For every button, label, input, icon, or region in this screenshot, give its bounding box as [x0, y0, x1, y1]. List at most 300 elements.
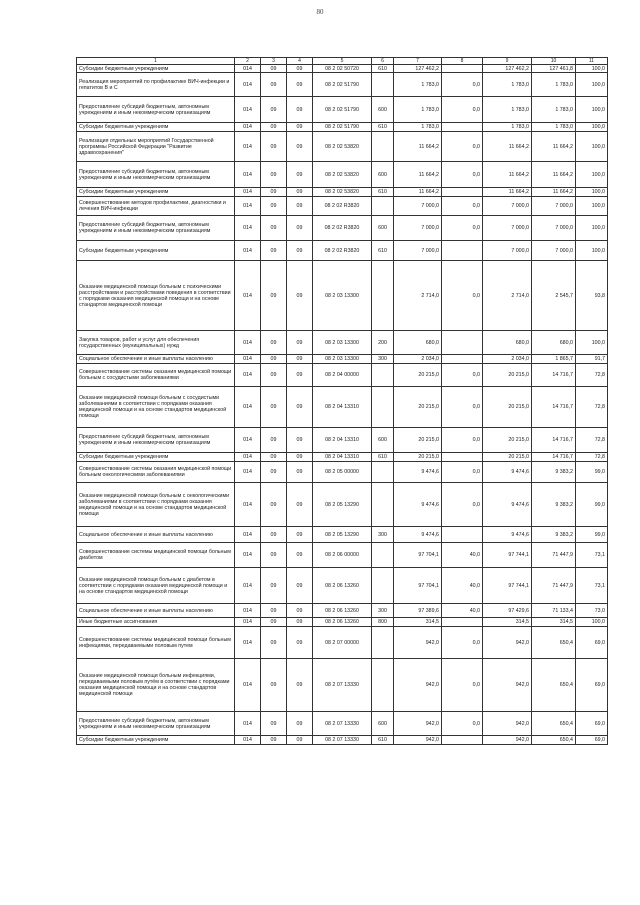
col-approved: 680,0: [394, 331, 442, 355]
col-section: 09: [261, 97, 287, 123]
col-section: 09: [261, 197, 287, 216]
col-executed: 71 447,9: [532, 568, 576, 604]
col-executed: 1 783,0: [532, 73, 576, 97]
table-row: [77, 483, 608, 527]
col-expense-type: 600: [372, 428, 394, 453]
col-percent: 73,1: [576, 543, 608, 568]
col-executed: 7 000,0: [532, 216, 576, 241]
table-row: [77, 97, 608, 123]
col-executed: 9 383,2: [532, 527, 576, 543]
col-revised: 942,0: [483, 627, 532, 659]
col-revised: 20 215,0: [483, 453, 532, 462]
col-percent: 100,0: [576, 618, 608, 627]
table-row: [77, 188, 608, 197]
col-revised: 11 664,2: [483, 188, 532, 197]
col-approved: 1 783,0: [394, 97, 442, 123]
col-section: 09: [261, 331, 287, 355]
col-section: 09: [261, 462, 287, 483]
table-row: [77, 73, 608, 97]
header-cell: 10: [532, 58, 576, 65]
row-name: Реализация отдельных мероприятий Государственной программы Российской Федерации "Развитие здравоохранения": [77, 132, 235, 162]
col-approved: 1 783,0: [394, 73, 442, 97]
col-section: 09: [261, 712, 287, 736]
col-percent: 100,0: [576, 65, 608, 73]
col-target-code: 08 2 04 13310: [313, 453, 372, 462]
col-change: [442, 188, 483, 197]
col-percent: 100,0: [576, 162, 608, 188]
col-subsection: 09: [287, 132, 313, 162]
col-section: 09: [261, 132, 287, 162]
table-row: [77, 618, 608, 627]
header-cell: 4: [287, 58, 313, 65]
col-percent: 99,0: [576, 527, 608, 543]
row-name: Предоставление субсидий бюджетным, автономным учреждениям и иным некоммерческим организациям: [77, 97, 235, 123]
col-ministry: 014: [235, 453, 261, 462]
col-subsection: 09: [287, 241, 313, 261]
col-section: 09: [261, 618, 287, 627]
col-expense-type: 610: [372, 453, 394, 462]
col-executed: 650,4: [532, 736, 576, 745]
col-executed: 1 865,7: [532, 355, 576, 364]
col-change: [442, 618, 483, 627]
table-row: [77, 428, 608, 453]
row-name: Оказание медицинской помощи больным с психическими расстройствами и расстройствами поведения в соответствии с порядками оказания медицинской помощи и на основе стандартов медицинской помощи: [77, 261, 235, 331]
row-name: Субсидии бюджетным учреждениям: [77, 736, 235, 745]
table-row: [77, 627, 608, 659]
row-name: Совершенствование системы оказания медицинской помощи больным с сосудистыми заболеваниями: [77, 364, 235, 387]
col-expense-type: [372, 197, 394, 216]
col-target-code: 08 2 02 51790: [313, 97, 372, 123]
col-change: 0,0: [442, 216, 483, 241]
col-ministry: 014: [235, 197, 261, 216]
col-percent: 100,0: [576, 216, 608, 241]
col-executed: 9 383,2: [532, 483, 576, 527]
row-name: Субсидии бюджетным учреждениям: [77, 123, 235, 132]
page-number: 80: [316, 8, 324, 16]
col-target-code: 08 2 07 00000: [313, 627, 372, 659]
col-percent: 100,0: [576, 197, 608, 216]
col-ministry: 014: [235, 331, 261, 355]
col-revised: 942,0: [483, 659, 532, 712]
col-section: 09: [261, 65, 287, 73]
col-approved: 97 389,6: [394, 604, 442, 618]
col-ministry: 014: [235, 162, 261, 188]
col-revised: 942,0: [483, 736, 532, 745]
col-subsection: 09: [287, 462, 313, 483]
col-subsection: 09: [287, 162, 313, 188]
col-expense-type: 300: [372, 604, 394, 618]
col-section: 09: [261, 216, 287, 241]
col-ministry: 014: [235, 73, 261, 97]
table-row: [77, 241, 608, 261]
col-change: 0,0: [442, 132, 483, 162]
col-approved: 7 000,0: [394, 216, 442, 241]
col-subsection: 09: [287, 331, 313, 355]
col-approved: 942,0: [394, 712, 442, 736]
col-ministry: 014: [235, 65, 261, 73]
col-section: 09: [261, 543, 287, 568]
col-approved: 2 714,0: [394, 261, 442, 331]
col-percent: 100,0: [576, 331, 608, 355]
col-revised: 97 744,1: [483, 543, 532, 568]
table-row: [77, 123, 608, 132]
table-row: [77, 387, 608, 428]
col-approved: 7 000,0: [394, 197, 442, 216]
col-ministry: 014: [235, 355, 261, 364]
col-change: 40,0: [442, 543, 483, 568]
col-approved: 314,5: [394, 618, 442, 627]
row-name: Оказание медицинской помощи больным инфекциями, передаваемыми половым путём в соответствии с порядками оказания медицинской помощи и на основе стандартов медицинской помощи: [77, 659, 235, 712]
col-ministry: 014: [235, 568, 261, 604]
col-revised: 9 474,6: [483, 527, 532, 543]
header-cell: 3: [261, 58, 287, 65]
col-change: 0,0: [442, 659, 483, 712]
col-target-code: 08 2 02 R3820: [313, 216, 372, 241]
row-name: Реализация мероприятий по профилактике ВИЧ-инфекции и гепатитов В и С: [77, 73, 235, 97]
table-row: [77, 65, 608, 73]
col-revised: 942,0: [483, 712, 532, 736]
col-percent: 100,0: [576, 123, 608, 132]
col-ministry: 014: [235, 261, 261, 331]
row-name: Совершенствование методов профилактики, диагностики и лечения ВИЧ-инфекции: [77, 197, 235, 216]
col-change: [442, 736, 483, 745]
col-executed: 127 461,8: [532, 65, 576, 73]
row-name: Социальное обеспечение и иные выплаты населению: [77, 604, 235, 618]
col-ministry: 014: [235, 543, 261, 568]
col-percent: 99,0: [576, 483, 608, 527]
col-change: 0,0: [442, 364, 483, 387]
col-percent: 69,0: [576, 659, 608, 712]
col-approved: 1 783,0: [394, 123, 442, 132]
row-name: Оказание медицинской помощи больным с онкологическими заболеваниями в соответствии с порядками оказания медицинской помощи и на основе стандартов медицинской помощи: [77, 483, 235, 527]
col-expense-type: [372, 364, 394, 387]
col-ministry: 014: [235, 364, 261, 387]
col-approved: 20 215,0: [394, 453, 442, 462]
col-expense-type: 600: [372, 162, 394, 188]
col-target-code: 08 2 03 13300: [313, 355, 372, 364]
col-section: 09: [261, 261, 287, 331]
col-approved: 20 215,0: [394, 364, 442, 387]
col-executed: 650,4: [532, 627, 576, 659]
col-target-code: 08 2 02 R3820: [313, 197, 372, 216]
table-header-row: [77, 58, 608, 65]
col-ministry: 014: [235, 428, 261, 453]
col-executed: 680,0: [532, 331, 576, 355]
col-ministry: 014: [235, 659, 261, 712]
col-change: 0,0: [442, 627, 483, 659]
header-cell: 6: [372, 58, 394, 65]
col-executed: 650,4: [532, 659, 576, 712]
col-percent: 100,0: [576, 188, 608, 197]
col-target-code: 08 2 06 13260: [313, 604, 372, 618]
col-expense-type: 610: [372, 123, 394, 132]
row-name: Субсидии бюджетным учреждениям: [77, 65, 235, 73]
row-name: Предоставление субсидий бюджетным, автономным учреждениям и иным некоммерческим организациям: [77, 712, 235, 736]
header-cell: 9: [483, 58, 532, 65]
col-target-code: 08 2 02 51790: [313, 123, 372, 132]
row-name: Предоставление субсидий бюджетным, автономным учреждениям и иным некоммерческим организациям: [77, 162, 235, 188]
col-percent: 69,0: [576, 627, 608, 659]
col-executed: 14 716,7: [532, 453, 576, 462]
col-approved: 97 704,1: [394, 543, 442, 568]
col-target-code: 08 2 04 13310: [313, 387, 372, 428]
col-section: 09: [261, 162, 287, 188]
col-expense-type: 800: [372, 618, 394, 627]
col-executed: 7 000,0: [532, 241, 576, 261]
col-change: [442, 355, 483, 364]
col-target-code: 08 2 02 R3820: [313, 241, 372, 261]
col-ministry: 014: [235, 604, 261, 618]
col-revised: 2 714,0: [483, 261, 532, 331]
col-change: 0,0: [442, 97, 483, 123]
col-executed: 314,5: [532, 618, 576, 627]
col-subsection: 09: [287, 453, 313, 462]
col-revised: 9 474,6: [483, 483, 532, 527]
table-row: [77, 453, 608, 462]
table-row: [77, 604, 608, 618]
col-percent: 100,0: [576, 73, 608, 97]
col-expense-type: [372, 261, 394, 331]
row-name: Субсидии бюджетным учреждениям: [77, 188, 235, 197]
col-percent: 72,8: [576, 453, 608, 462]
col-section: 09: [261, 453, 287, 462]
col-target-code: 08 2 05 00000: [313, 462, 372, 483]
col-ministry: 014: [235, 241, 261, 261]
col-subsection: 09: [287, 97, 313, 123]
col-revised: 11 664,2: [483, 162, 532, 188]
col-expense-type: [372, 462, 394, 483]
col-ministry: 014: [235, 462, 261, 483]
table-row: [77, 132, 608, 162]
col-target-code: 08 2 07 13330: [313, 736, 372, 745]
col-revised: 7 000,0: [483, 197, 532, 216]
col-revised: 2 034,0: [483, 355, 532, 364]
row-name: Предоставление субсидий бюджетным, автономным учреждениям и иным некоммерческим организациям: [77, 216, 235, 241]
col-change: [442, 65, 483, 73]
col-change: 0,0: [442, 712, 483, 736]
col-revised: 9 474,6: [483, 462, 532, 483]
table-row: [77, 736, 608, 745]
col-target-code: 08 2 02 53820: [313, 162, 372, 188]
col-revised: 97 429,6: [483, 604, 532, 618]
col-approved: 9 474,6: [394, 462, 442, 483]
col-approved: 2 034,0: [394, 355, 442, 364]
row-name: Социальное обеспечение и иные выплаты населению: [77, 527, 235, 543]
col-executed: 11 664,2: [532, 162, 576, 188]
col-executed: 14 716,7: [532, 428, 576, 453]
col-ministry: 014: [235, 216, 261, 241]
col-approved: 942,0: [394, 659, 442, 712]
col-revised: 1 783,0: [483, 123, 532, 132]
table-row: [77, 364, 608, 387]
col-subsection: 09: [287, 543, 313, 568]
col-percent: 100,0: [576, 132, 608, 162]
col-target-code: 08 2 06 13260: [313, 618, 372, 627]
col-expense-type: [372, 568, 394, 604]
row-name: Совершенствование системы оказания медицинской помощи больным онкологическими заболеваниями: [77, 462, 235, 483]
col-target-code: 08 2 03 13300: [313, 331, 372, 355]
col-subsection: 09: [287, 188, 313, 197]
col-approved: 7 000,0: [394, 241, 442, 261]
col-executed: 7 000,0: [532, 197, 576, 216]
row-name: Иные бюджетные ассигнования: [77, 618, 235, 627]
header-cell: 8: [442, 58, 483, 65]
col-ministry: 014: [235, 618, 261, 627]
row-name: Оказание медицинской помощи больным с диабетом в соответствии с порядками оказания медицинской помощи и на основе стандартов медицинской помощи: [77, 568, 235, 604]
col-revised: 97 744,1: [483, 568, 532, 604]
col-subsection: 09: [287, 355, 313, 364]
col-target-code: 08 2 06 13260: [313, 568, 372, 604]
col-subsection: 09: [287, 659, 313, 712]
table-row: [77, 261, 608, 331]
col-subsection: 09: [287, 736, 313, 745]
col-section: 09: [261, 73, 287, 97]
col-subsection: 09: [287, 627, 313, 659]
table-row: [77, 712, 608, 736]
col-subsection: 09: [287, 123, 313, 132]
table-row: [77, 462, 608, 483]
col-revised: 314,5: [483, 618, 532, 627]
col-subsection: 09: [287, 387, 313, 428]
col-expense-type: [372, 73, 394, 97]
col-approved: 20 215,0: [394, 428, 442, 453]
col-executed: 71 133,4: [532, 604, 576, 618]
col-executed: 11 664,2: [532, 188, 576, 197]
col-target-code: 08 2 02 53820: [313, 132, 372, 162]
col-change: 0,0: [442, 197, 483, 216]
table-row: [77, 331, 608, 355]
col-expense-type: [372, 543, 394, 568]
col-change: [442, 241, 483, 261]
col-revised: 680,0: [483, 331, 532, 355]
col-target-code: 08 2 04 13310: [313, 428, 372, 453]
col-subsection: 09: [287, 197, 313, 216]
col-revised: 127 462,2: [483, 65, 532, 73]
col-expense-type: 600: [372, 97, 394, 123]
col-percent: 69,0: [576, 712, 608, 736]
col-section: 09: [261, 627, 287, 659]
col-section: 09: [261, 428, 287, 453]
col-section: 09: [261, 604, 287, 618]
col-percent: 73,0: [576, 604, 608, 618]
col-executed: 9 383,2: [532, 462, 576, 483]
col-change: 40,0: [442, 568, 483, 604]
col-expense-type: 300: [372, 527, 394, 543]
col-approved: 20 215,0: [394, 387, 442, 428]
col-executed: 1 783,0: [532, 97, 576, 123]
col-subsection: 09: [287, 618, 313, 627]
table-row: [77, 568, 608, 604]
col-executed: 2 545,7: [532, 261, 576, 331]
col-target-code: 08 2 03 13300: [313, 261, 372, 331]
col-expense-type: 610: [372, 65, 394, 73]
col-ministry: 014: [235, 188, 261, 197]
row-name: Предоставление субсидий бюджетным, автономным учреждениям и иным некоммерческим организациям: [77, 428, 235, 453]
row-name: Оказание медицинской помощи больным с сосудистыми заболеваниями в соответствии с порядками оказания медицинской помощи и на основе стандартов медицинской помощи: [77, 387, 235, 428]
col-section: 09: [261, 355, 287, 364]
col-change: [442, 331, 483, 355]
col-section: 09: [261, 527, 287, 543]
col-revised: 20 215,0: [483, 387, 532, 428]
col-ministry: 014: [235, 387, 261, 428]
col-executed: 1 783,0: [532, 123, 576, 132]
col-change: 0,0: [442, 483, 483, 527]
col-approved: 97 704,1: [394, 568, 442, 604]
col-subsection: 09: [287, 483, 313, 527]
col-change: [442, 123, 483, 132]
col-section: 09: [261, 123, 287, 132]
col-ministry: 014: [235, 736, 261, 745]
col-expense-type: 610: [372, 241, 394, 261]
col-percent: 91,7: [576, 355, 608, 364]
col-subsection: 09: [287, 65, 313, 73]
col-expense-type: 600: [372, 712, 394, 736]
col-executed: 650,4: [532, 712, 576, 736]
col-section: 09: [261, 188, 287, 197]
header-cell: 7: [394, 58, 442, 65]
table-row: [77, 527, 608, 543]
col-revised: 7 000,0: [483, 241, 532, 261]
col-executed: 11 664,2: [532, 132, 576, 162]
col-percent: 69,0: [576, 736, 608, 745]
col-approved: 11 664,2: [394, 188, 442, 197]
table-row: [77, 162, 608, 188]
col-target-code: 08 2 02 53820: [313, 188, 372, 197]
row-name: Субсидии бюджетным учреждениям: [77, 453, 235, 462]
col-subsection: 09: [287, 364, 313, 387]
col-percent: 100,0: [576, 241, 608, 261]
col-expense-type: [372, 387, 394, 428]
col-change: 40,0: [442, 604, 483, 618]
col-executed: 14 716,7: [532, 364, 576, 387]
col-change: 0,0: [442, 73, 483, 97]
col-executed: 14 716,7: [532, 387, 576, 428]
col-expense-type: [372, 659, 394, 712]
col-approved: 11 664,2: [394, 162, 442, 188]
col-percent: 72,8: [576, 364, 608, 387]
col-percent: 72,8: [576, 387, 608, 428]
col-subsection: 09: [287, 428, 313, 453]
col-target-code: 08 2 07 13330: [313, 712, 372, 736]
table-row: [77, 197, 608, 216]
col-approved: 11 664,2: [394, 132, 442, 162]
col-section: 09: [261, 659, 287, 712]
col-section: 09: [261, 387, 287, 428]
col-change: 0,0: [442, 462, 483, 483]
col-executed: 71 447,9: [532, 543, 576, 568]
col-section: 09: [261, 483, 287, 527]
col-change: 0,0: [442, 387, 483, 428]
col-target-code: 08 2 05 13290: [313, 527, 372, 543]
col-revised: 7 000,0: [483, 216, 532, 241]
col-target-code: 08 2 05 13290: [313, 483, 372, 527]
col-subsection: 09: [287, 261, 313, 331]
col-subsection: 09: [287, 568, 313, 604]
col-change: 0,0: [442, 261, 483, 331]
col-approved: 9 474,6: [394, 483, 442, 527]
col-section: 09: [261, 568, 287, 604]
col-change: [442, 453, 483, 462]
col-ministry: 014: [235, 527, 261, 543]
col-change: [442, 527, 483, 543]
table-row: [77, 659, 608, 712]
budget-table: [76, 57, 608, 745]
col-expense-type: [372, 132, 394, 162]
col-revised: 20 215,0: [483, 428, 532, 453]
col-target-code: 08 2 04 00000: [313, 364, 372, 387]
col-expense-type: 600: [372, 216, 394, 241]
col-percent: 99,0: [576, 462, 608, 483]
